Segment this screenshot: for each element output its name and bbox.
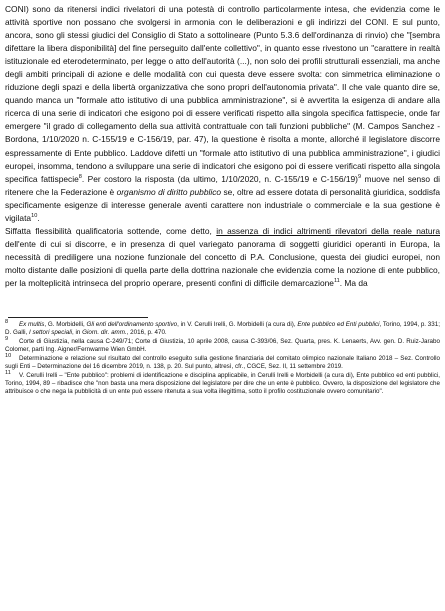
underlined-phrase: in assenza di indici altrimenti rilevatori della reale natura bbox=[216, 225, 440, 236]
italic-run: Ex multis bbox=[19, 321, 45, 329]
text-run: se, oltre ad essere dotata di personalità giuridica, soddisfa specificamente esigenze di interesse generale aventi carattere non industriale o commerciale e la sua gestione è vigilata bbox=[5, 186, 441, 223]
italic-run: Giorn. dir. amm. bbox=[82, 328, 127, 336]
italic-run: I settori speciali bbox=[28, 328, 73, 336]
footnote-11: $^{11}$ V. Cerulli Irelli – "Ente pubblico": problemi di identificazione e disciplina applicabile, in Cerulli Irelli e Morbidelli (a cura di), Ente pubblico ed enti pubblici, Torino, 1994, 89 – ribadisce che "non basta una mera disposizione del legislatore per dire che un ente è pubblico. Ovvero, la disposizione del legislatore che attribuisce o che nega la pubblicità di un ente può essere ritenuta a sua volta illegittima, sotto il profilo costituzionale ovvero comunitario". bbox=[5, 370, 440, 396]
text-run: , in bbox=[72, 328, 83, 336]
italic-run: Ente pubblico ed Enti pubblici bbox=[297, 321, 380, 329]
text-run: , in V. Cerulli Irelli, G. Morbidelli (a cura di), bbox=[177, 321, 298, 329]
text-run: Siffatta flessibilità qualificatoria sottende, come detto, bbox=[5, 225, 217, 236]
text-run: . Per costoro la risposta (da ultimo, 1/10/2020, n. C-155/19 e C-156/19) bbox=[81, 173, 358, 184]
text-run: Determinazione e relazione sul risultato del controllo eseguito sulla gestione finanziaria del comitato olimpico nazionale Italiano 2018 – Sez. Controllo sugli Enti – Determinazione del 16 dicembre 2019, n. 138, p. 20. Sul punto, altresì, cfr., CGCE, Sez. II, 11 settembre 2019. bbox=[5, 355, 440, 371]
main-text bbox=[5, 3, 440, 290]
paragraph-2 bbox=[5, 225, 440, 290]
text-run: . bbox=[37, 212, 40, 223]
footnote-ref-11[interactable]: 11 bbox=[333, 278, 340, 285]
italic-term: organismo di diritto pubblico bbox=[116, 186, 222, 197]
footnote-8: $^8$ Ex multis, G. Morbidelli, Gli enti dell'ordinamento sportivo, in V. Cerulli Irelli, G. Morbidelli (a cura di), Ente pubblico ed Enti pubblici, Torino, 1994, p. 331; D. Galli, I settori speciali, in Giorn. dir. amm., 2016, p. 470. bbox=[5, 318, 440, 336]
text-run: V. Cerulli Irelli – "Ente pubblico": problemi di identificazione e disciplina applicabile, in Cerulli Irelli e Morbidelli (a cura di), Ente pubblico ed enti pubblici, Torino, 1994, 89 – ribadisce che "non basta una mera disposizione del legislatore per dire che un ente è pubblico. Ovvero, la disposizione del legislatore che attribuisce o che nega la pubblicità di un ente può essere ritenuta a sua volta illegittima, sotto il profilo costituzionale ovvero comunitario". bbox=[5, 372, 440, 396]
text-run: Corte di Giustizia, nella causa C-249/71; Corte di Giustizia, 10 aprile 2008, causa C-393/06, Sez. Quarta, pres. K. Lenaerts, Avv. gen. D. Ruiz-Jarabo Colomer, parti Ing. Aigner/Fernwarme Wien GmbH. bbox=[5, 338, 440, 354]
text-run: . Ma da bbox=[339, 277, 368, 288]
footnotes bbox=[5, 318, 440, 396]
text-run: , 2016, p. 470. bbox=[126, 328, 167, 336]
text-run: dell'ente di cui si discorre, e in presenza di quel variegato panorama di soggetti giuridici operanti in Europa, la necessità di prediligere una nozione funzionale del concetto di P.A. Conclusione, questa dei giudici europei, non molto distante dalle posizioni di quella parte della dottrina nazionale che evidenzia come la nozione di ente pubblico, per la molteplicità intrinseca del proprio operare, presenti confini di difficile demarcazione bbox=[5, 238, 440, 288]
footnote-10: $^{10}$ Determinazione e relazione sul risultato del controllo eseguito sulla gestione finanziaria del comitato olimpico nazionale Italiano 2018 – Sez. Controllo sugli Enti – Determinazione del 16 dicembre 2019, n. 138, p. 20. Sul punto, altresì, cfr., CGCE, Sez. II, 11 settembre 2019. bbox=[5, 353, 440, 371]
paragraph-1 bbox=[5, 3, 440, 225]
italic-run: Gli enti dell'ordinamento sportivo bbox=[86, 321, 178, 329]
footnote-separator bbox=[8, 317, 148, 318]
footnote-ref-8[interactable]: 8 bbox=[78, 173, 82, 180]
text-run: , G. Morbidelli, bbox=[44, 321, 87, 329]
footnote-ref-9[interactable]: 9 bbox=[357, 173, 362, 180]
footnote-9: $^9$ Corte di Giustizia, nella causa C-249/71; Corte di Giustizia, 10 aprile 2008, causa C-393/06, Sez. Quarta, pres. K. Lenaerts, Avv. gen. D. Ruiz-Jarabo Colomer, parti Ing. Aigner/Fernwarme Wien GmbH. bbox=[5, 336, 440, 354]
text-run: muove nel senso di ritenere che la Federazione è bbox=[5, 173, 440, 197]
text-run: CONI) sono da ritenersi indici rivelatori di una potestà di controllo particolarmente intesa, che evidenzia come le attività sportive non possano che svolgersi in armonia con le deliberazioni e gli indirizzi del CONI. E sul punto, ancora, sono gli stessi giudici del Consiglio di Stato a sottolineare (Punto 5.3.6 dell'ordinanza di rinvio) che "[sembra difettare la libera disponibilità] del fine perseguito dall'ente collettivo", in quanto esse rivestono un "carattere in realtà istituzionale ed eterodeterminato, per legge o atto dell'autorità (...), non solo dei profili strutturali essenziali, ma anche degli ambiti principali di azione e delle modalità con cui questa deve essere svolta: con simmetrica eliminazione o riduzione degli spazi e della libertà organizzativa che sono propri dell'autonomia privata". Il che vale quanto dire se, quando manca un "formale atto istitutivo di una pubblica amministrazione", si è avvertita la esigenza di andare alla ricerca di una serie di indicatori che esigono poi di essere verificati rispetto alla singola specifica fattispecie, onde far emergere "il grado di collegamento della sua attività contrattuale con tali funzioni pubbliche" (M. Campos Sanchez - Bordona, 1/10/2020 n. C-155/19 e C-156/19, par. 47), la questione è risolta a monte, allorché il legislatore discorre espressamente di Ente pubblico. Laddove difetti un "formale atto istitutivo di una pubblica amministrazione", i giudici europei, insomma, tendono a sviluppare una serie di indicatori che esigono poi di essere verificati rispetto alla singola specifica fattispecie bbox=[5, 4, 440, 184]
footnote-ref-10[interactable]: 10 bbox=[31, 212, 38, 219]
text-run: , Torino, 1994, p. 331; D. Galli, bbox=[5, 321, 440, 336]
